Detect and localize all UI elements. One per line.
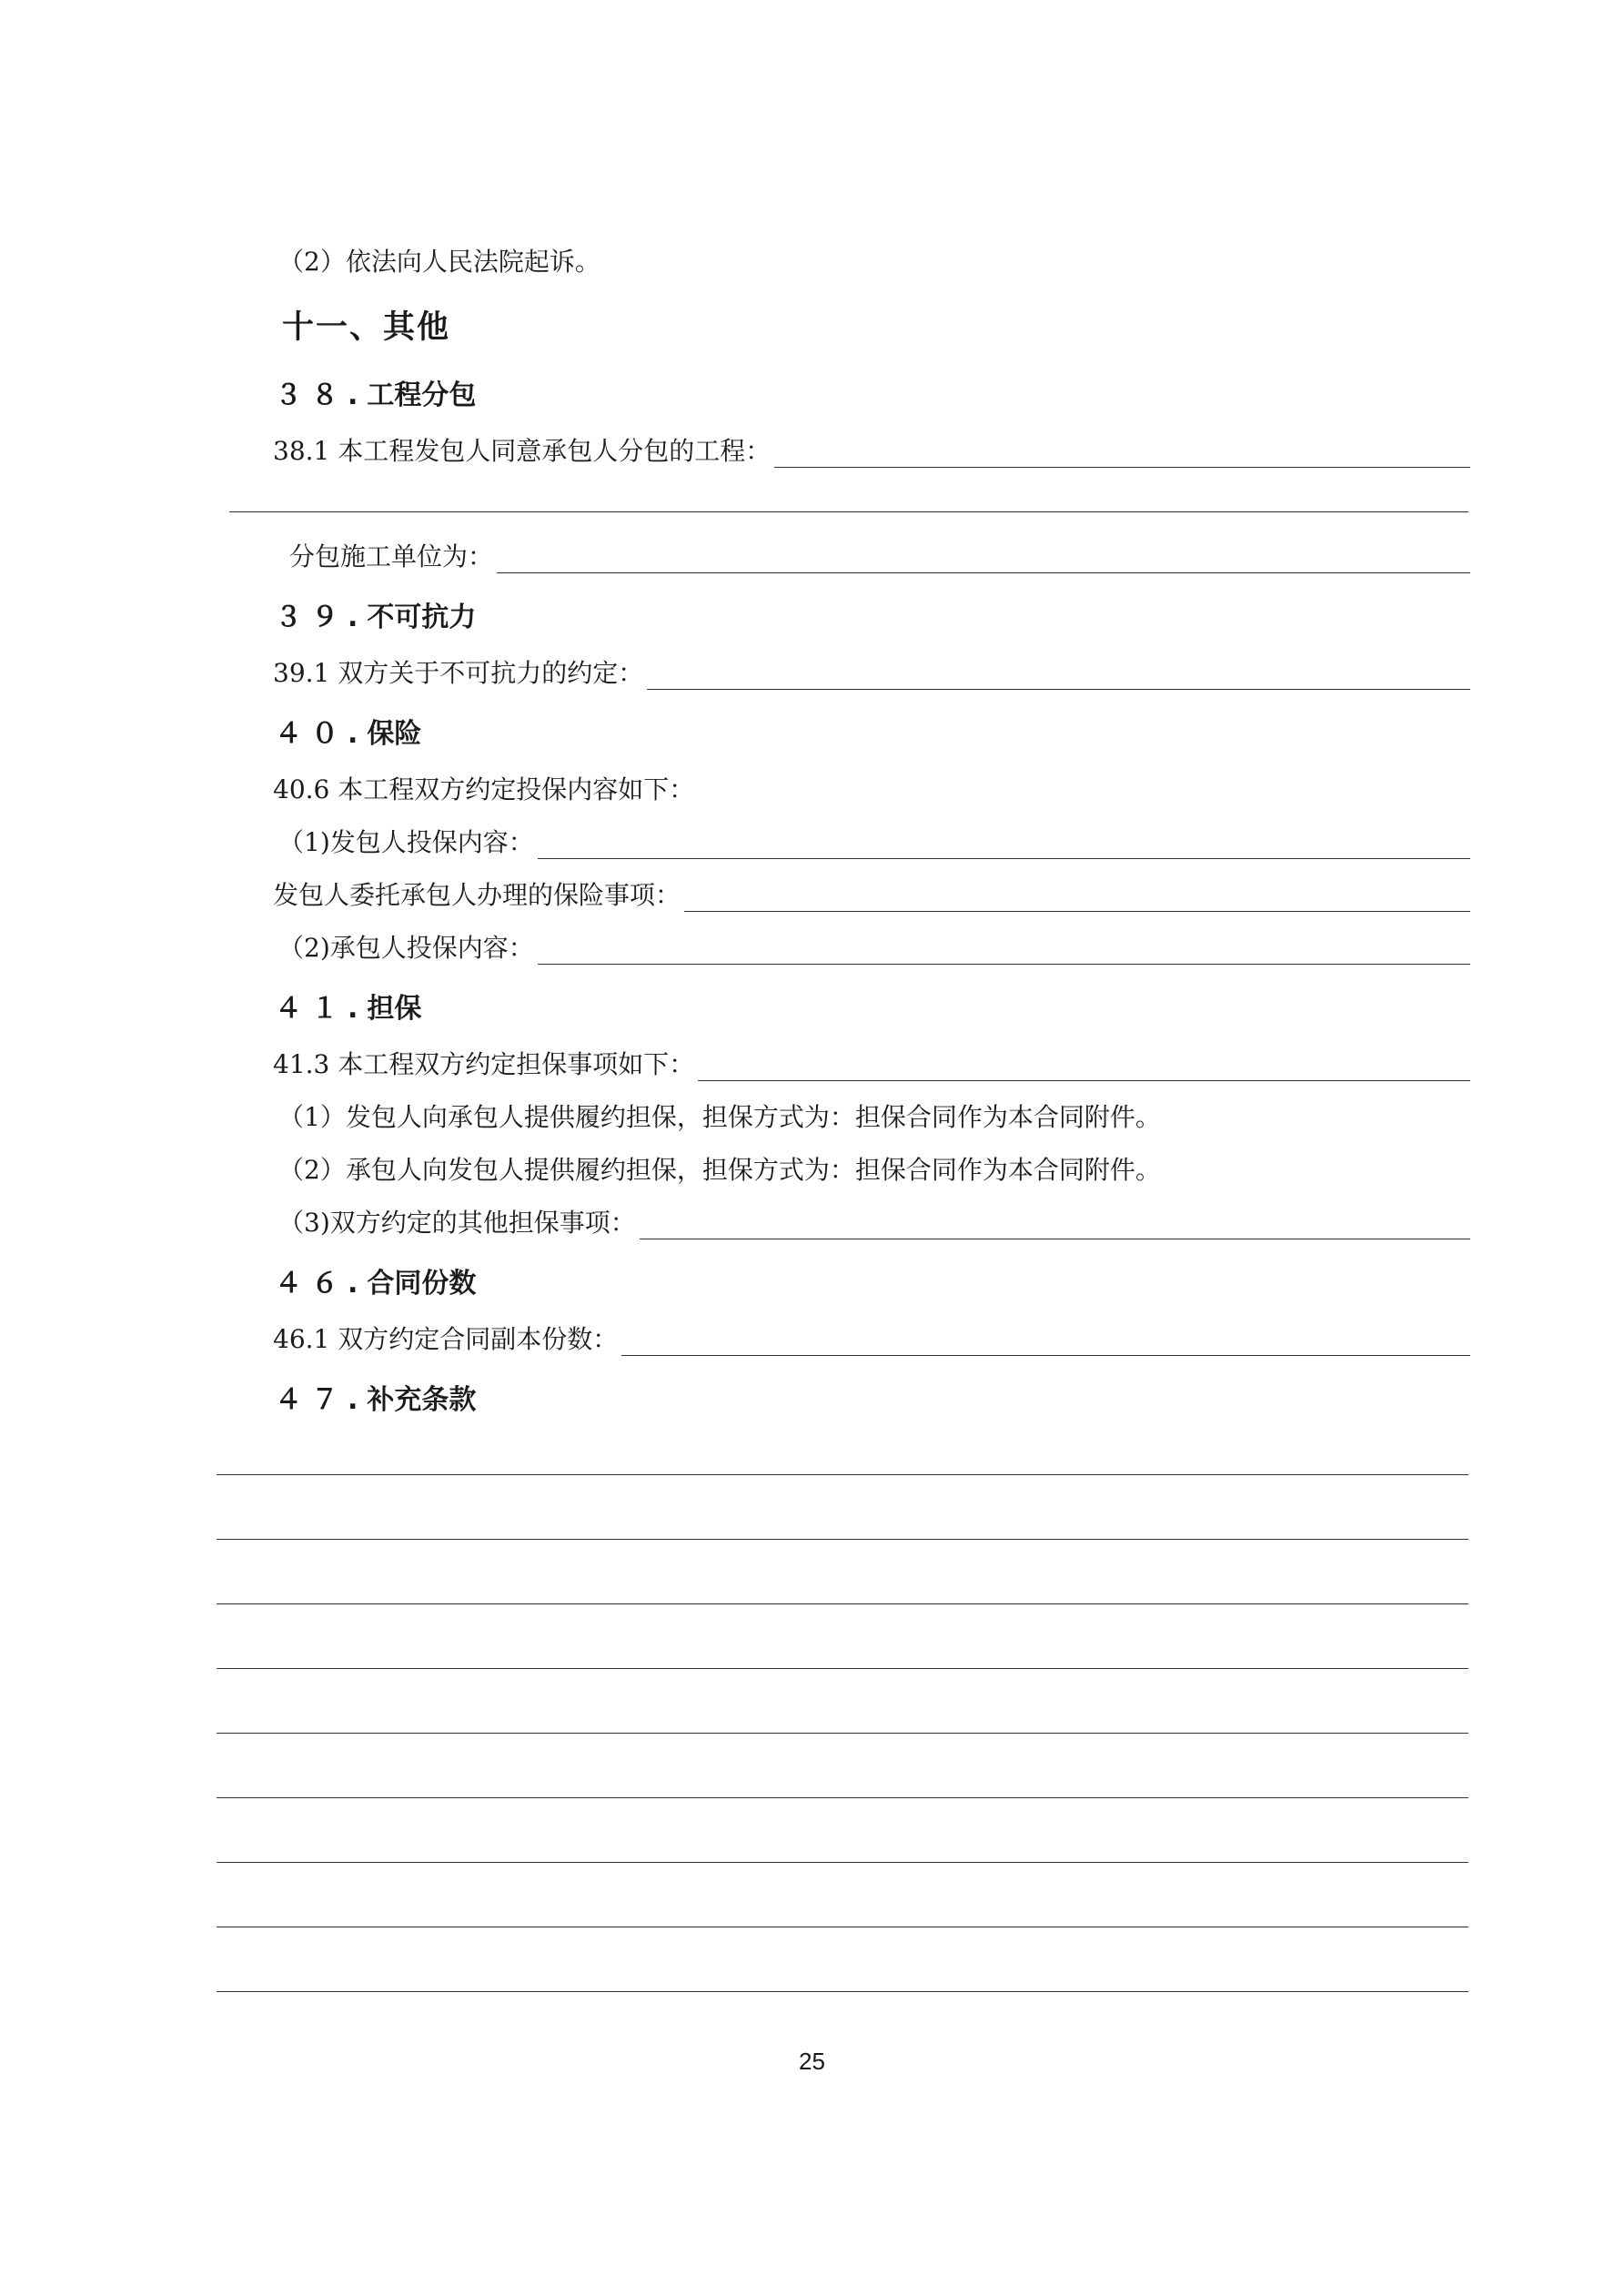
fill-line[interactable] bbox=[217, 1474, 1468, 1475]
clause-41-contractor-guarantee: （2）承包人向发包人提供履约担保，担保方式为：担保合同作为本合同附件。 bbox=[278, 1155, 1161, 1185]
section-47-heading: ４７.补充条款 bbox=[275, 1384, 477, 1416]
fill-blank[interactable] bbox=[538, 834, 1470, 859]
page-number: 25 bbox=[799, 2048, 825, 2075]
fill-blank[interactable] bbox=[647, 665, 1470, 690]
fill-line[interactable] bbox=[217, 1733, 1468, 1734]
fill-blank[interactable] bbox=[698, 1057, 1470, 1081]
fill-line[interactable] bbox=[217, 1991, 1468, 1992]
section-41-heading: ４１.担保 bbox=[275, 993, 422, 1025]
clause-lawsuit: （2）依法向人民法院起诉。 bbox=[278, 247, 600, 277]
fill-line[interactable] bbox=[217, 1862, 1468, 1863]
fill-blank[interactable] bbox=[640, 1215, 1470, 1239]
clause-40-employer-insurance: （1)发包人投保内容： bbox=[278, 826, 1470, 859]
fill-line[interactable] bbox=[217, 1603, 1468, 1604]
fill-line[interactable] bbox=[217, 1668, 1468, 1669]
section-39-heading: ３９.不可抗力 bbox=[275, 602, 477, 633]
clause-40-contractor-insurance: （2)承包人投保内容： bbox=[278, 932, 1470, 965]
fill-blank[interactable] bbox=[497, 549, 1470, 573]
clause-38-1: 38.1 本工程发包人同意承包人分包的工程： bbox=[273, 435, 1470, 468]
fill-blank[interactable] bbox=[621, 1331, 1470, 1356]
clause-40-6: 40.6 本工程双方约定投保内容如下： bbox=[273, 774, 695, 804]
section-38-heading: ３８.工程分包 bbox=[275, 379, 477, 411]
clause-40-delegated-insurance: 发包人委托承包人办理的保险事项： bbox=[273, 879, 1470, 912]
clause-41-other-guarantee: （3)双方约定的其他担保事项： bbox=[278, 1207, 1470, 1239]
chapter-title: 十一、其他 bbox=[282, 309, 451, 346]
clause-41-3: 41.3 本工程双方约定担保事项如下： bbox=[273, 1048, 1470, 1081]
fill-blank[interactable] bbox=[774, 443, 1470, 468]
fill-line[interactable] bbox=[229, 511, 1468, 512]
clause-46-1: 46.1 双方约定合同副本份数： bbox=[273, 1323, 1470, 1356]
fill-line[interactable] bbox=[217, 1797, 1468, 1798]
clause-38-subcontractor: 分包施工单位为： bbox=[289, 541, 1470, 573]
fill-blank[interactable] bbox=[684, 887, 1470, 912]
section-40-heading: ４０.保险 bbox=[275, 718, 422, 750]
clause-41-employer-guarantee: （1）发包人向承包人提供履约担保，担保方式为：担保合同作为本合同附件。 bbox=[278, 1102, 1161, 1132]
fill-line[interactable] bbox=[217, 1539, 1468, 1540]
section-46-heading: ４６.合同份数 bbox=[275, 1268, 477, 1300]
fill-blank[interactable] bbox=[538, 940, 1470, 965]
clause-39-1: 39.1 双方关于不可抗力的约定： bbox=[273, 657, 1470, 690]
